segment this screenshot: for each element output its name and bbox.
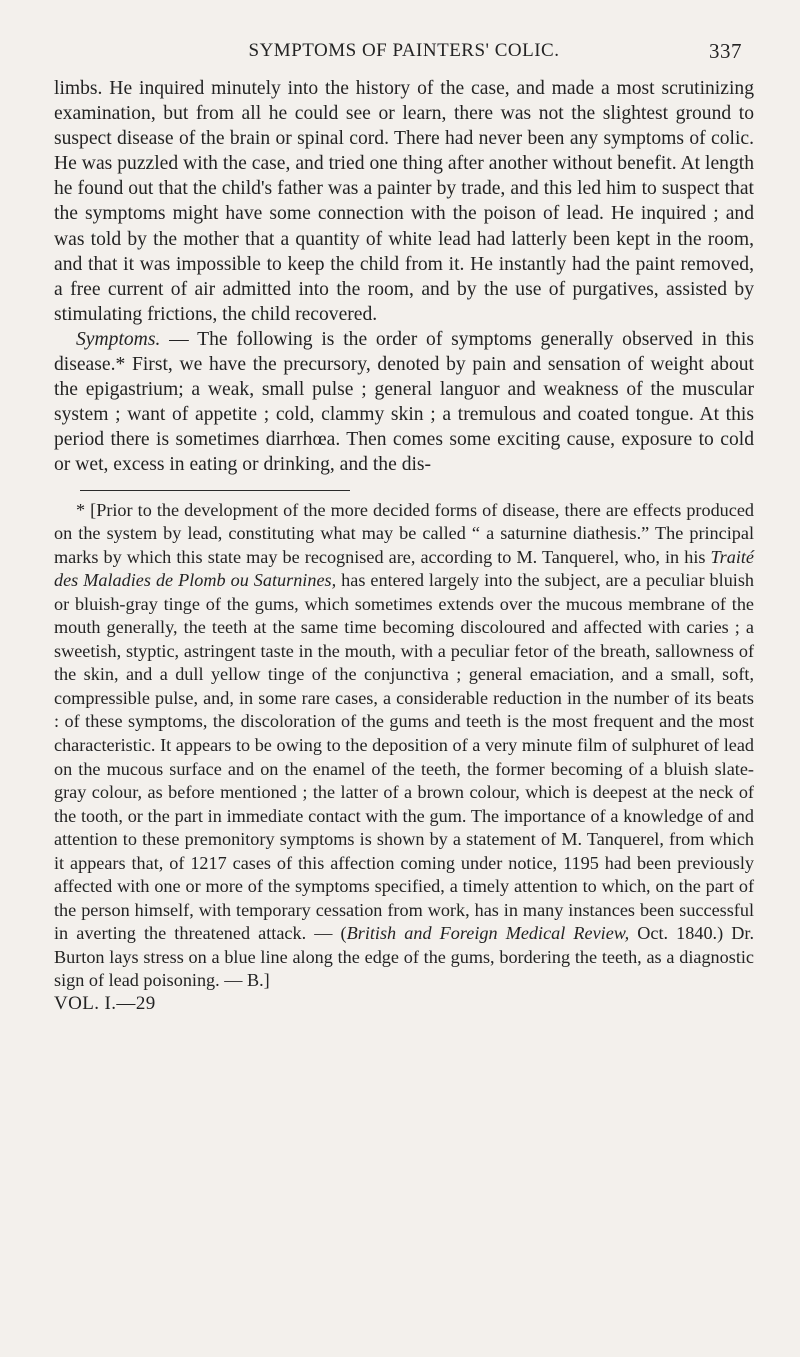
footnote-text-1: * [Prior to the development of the more decided forms of disease, there are effects produced on the system by lead, constituting what may be called “ a saturnine diathesis.” The principal marks by which this state may be recognised are, according to M. Tanquerel, who, in his xyxy=(54,499,754,567)
section-heading-symptoms: Symptoms. xyxy=(76,328,161,350)
footnote-text-2: has entered largely into the subject, are a peculiar bluish or bluish-gray tinge of the gums, which sometimes extends over the mucous membrane of the mouth generally, the teeth at the same time becoming discoloured and affected with caries ; a sweetish, styptic, astringent taste in the mouth, with a peculiar fetor of the breath, sallowness of the skin, and a dull yellow tinge of the conjunctiva ; general emaciation, and a small, soft, compressible pulse, and, in some rare cases, a considerable reduction in the number of its beats : of these symptoms, the discoloration of the gums and teeth is the most frequent and the most characteristic. It appears to be owing to the deposition of a very minute film of sulphuret of lead on the mucous surface and on the enamel of the teeth, the former becoming of a bluish slate-gray colour, as before mentioned ; the latter of a brown colour, which is deepest at the neck of the tooth, or the part in immediate contact with the gum. The importance of a knowledge of and attention to these premonitory symptoms is shown by a statement of M. Tanquerel, from which it appears that, of 1217 cases of this affection coming under notice, 1195 had been previously affected with one or more of the symptoms specified, a timely attention to which, on the part of the person himself, with temporary cessation from work, has in many instances been successful in averting the threatened attack. — ( xyxy=(54,570,755,944)
main-text xyxy=(54,76,754,478)
paragraph-2-text: — The following is the order of symptoms generally observed in this disease.* First, we have the precursory, denoted by pain and sensation of weight about the epigastrium; a weak, small pulse ; general languor and weakness of the muscular system ; want of appetite ; cold, clammy skin ; a tremulous and coated tongue. At this period there is sometimes diarrhœa. Then comes some exciting cause, exposure to cold or wet, excess in eating or drinking, and the dis- xyxy=(54,328,754,476)
running-head-title: SYMPTOMS OF PAINTERS' COLIC. xyxy=(248,40,560,61)
footnote xyxy=(54,499,754,993)
footnote-rule xyxy=(80,490,350,491)
signature-mark: VOL. I.—29 xyxy=(54,992,156,1014)
footnote-journal-title: British and Foreign Medical Review, xyxy=(346,923,630,944)
footnote-text-3: Oct. 1840.) Dr. Burton lays stress on a blue line along the edge of the gums, bordering the teeth, as a diagnostic sign of lead poisoning. — B.] xyxy=(54,923,755,991)
page-number: 337 xyxy=(709,39,742,63)
book-page xyxy=(54,36,754,1016)
paragraph-2 xyxy=(54,327,754,478)
footnote-book-title: Traité des Maladies de Plomb ou Saturnines, xyxy=(54,546,754,591)
running-head xyxy=(54,36,754,66)
paragraph-1: limbs. He inquired minutely into the history of the case, and made a most scrutinizing examination, but from all he could see or learn, there was not the slightest ground to suspect disease of the brain or spinal cord. There had never been any symptoms of colic. He was puzzled with the case, and tried one thing after another without benefit. At length he found out that the child's father was a painter by trade, and this led him to suspect that the symptoms might have some connection with the poison of lead. He inquired ; and was told by the mother that a quantity of white lead had latterly been kept in the room, and that it was impossible to keep the child from it. He instantly had the paint removed, a free current of air admitted into the room, and by the use of purgatives, assisted by stimulating frictions, the child recovered. xyxy=(54,78,754,325)
